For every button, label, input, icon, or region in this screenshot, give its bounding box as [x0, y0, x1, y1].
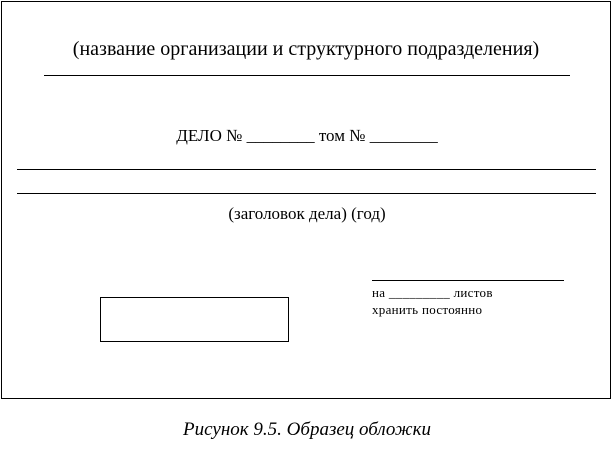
case-title-line-2 [17, 193, 596, 194]
figure-caption: Рисунок 9.5. Образец обложки [183, 419, 431, 440]
case-title-caption: (заголовок дела) (год) [228, 204, 386, 223]
archive-code-box [100, 297, 289, 342]
organization-caption: (название организации и структурного подразделения) [72, 38, 540, 60]
case-title-line-1 [17, 169, 596, 170]
case-number-row: ДЕЛО № ________ том № ________ [176, 126, 438, 145]
storage-period-row: хранить постоянно [372, 302, 483, 317]
organization-name-line [44, 75, 570, 76]
sheets-info-line [372, 280, 564, 281]
sheets-count-row: на _________ листов [372, 285, 493, 300]
